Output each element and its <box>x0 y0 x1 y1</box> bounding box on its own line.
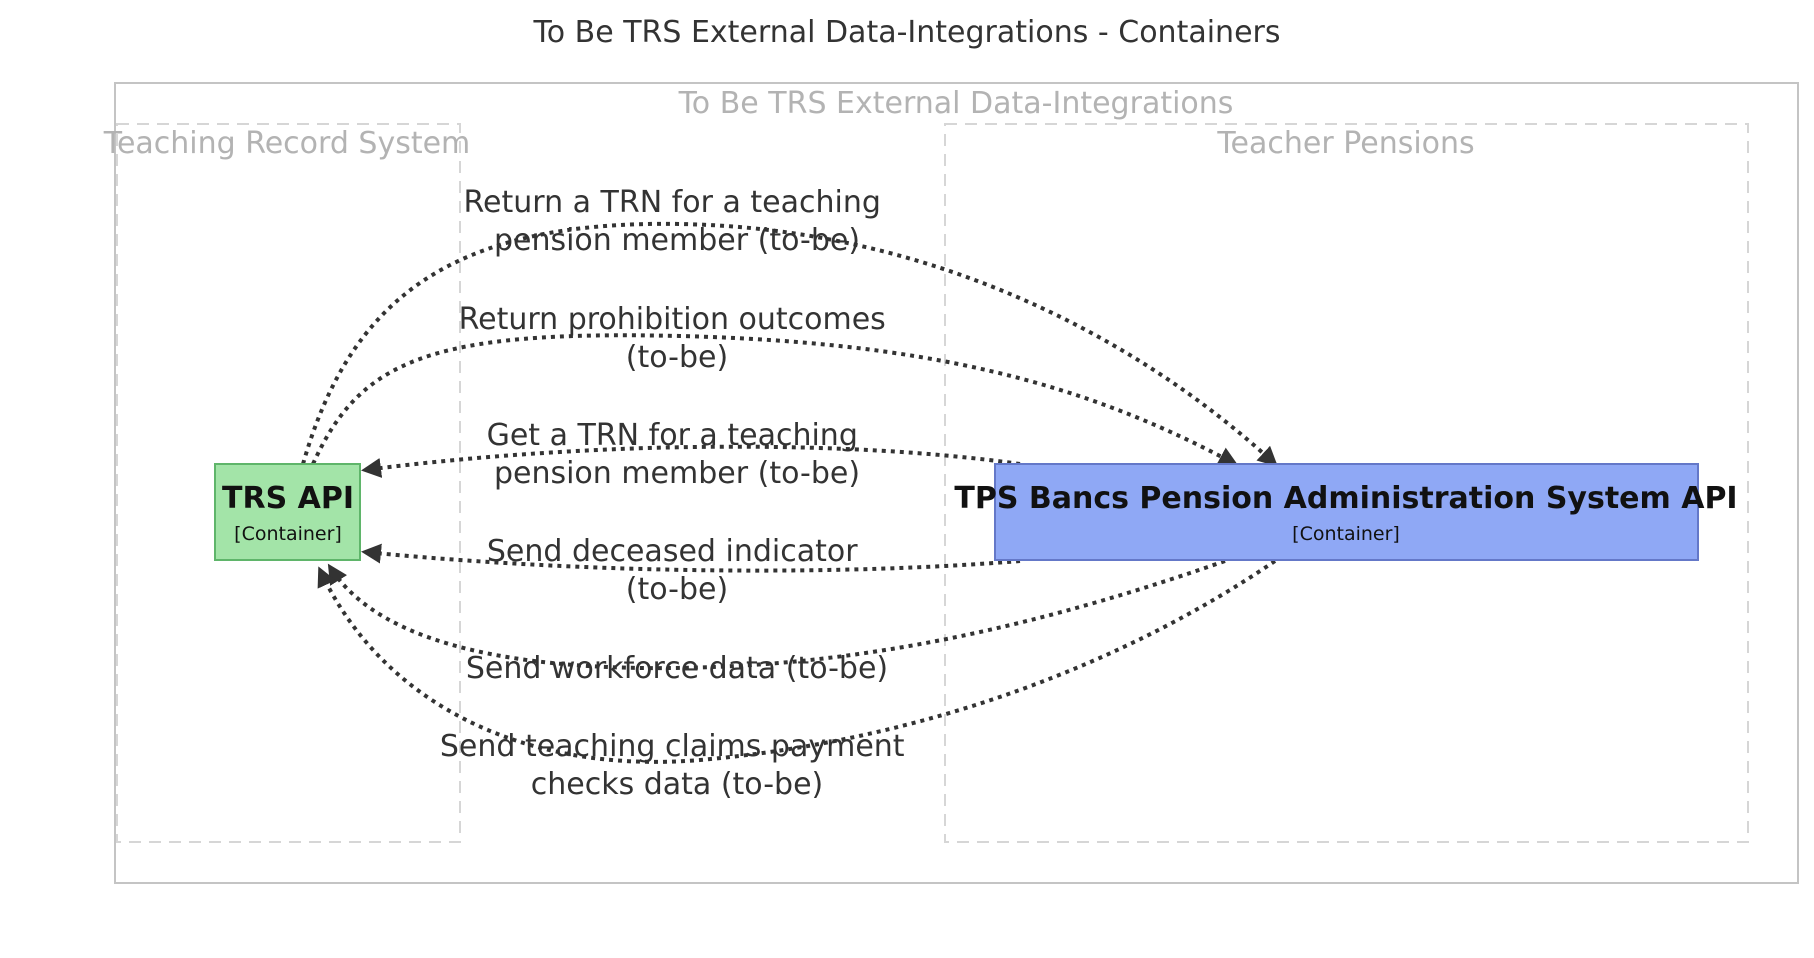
right-boundary-label: Teacher Pensions <box>1217 126 1475 161</box>
edge-label-return-trn: Return a TRN for a teaching pension member (to-be) <box>463 185 881 258</box>
edge-label-send-workforce: Send workforce data (to-be) <box>465 651 889 686</box>
node-trs-api[interactable] <box>215 464 360 560</box>
edge-label-send-claims: Send teaching claims payment checks data (to-be) <box>439 729 905 802</box>
outer-boundary-label: To Be TRS External Data-Integrations <box>678 86 1234 121</box>
edge-label-send-deceased: Send deceased indicator (to-be) <box>486 534 858 607</box>
edge-label-get-trn: Get a TRN for a teaching pension member (to-be) <box>486 418 861 491</box>
node-trs-api-type: [Container] <box>234 523 342 545</box>
node-tps-api-type: [Container] <box>1292 523 1400 545</box>
diagram-title: To Be TRS External Data-Integrations - Containers <box>533 15 1281 50</box>
node-tps-api[interactable] <box>954 464 1737 560</box>
node-tps-api-title: TPS Bancs Pension Administration System API <box>954 481 1738 516</box>
node-trs-api-title: TRS API <box>222 481 354 516</box>
edge-label-return-prohibition: Return prohibition outcomes (to-be) <box>458 302 886 375</box>
left-boundary-label: Teaching Record System <box>103 126 471 161</box>
